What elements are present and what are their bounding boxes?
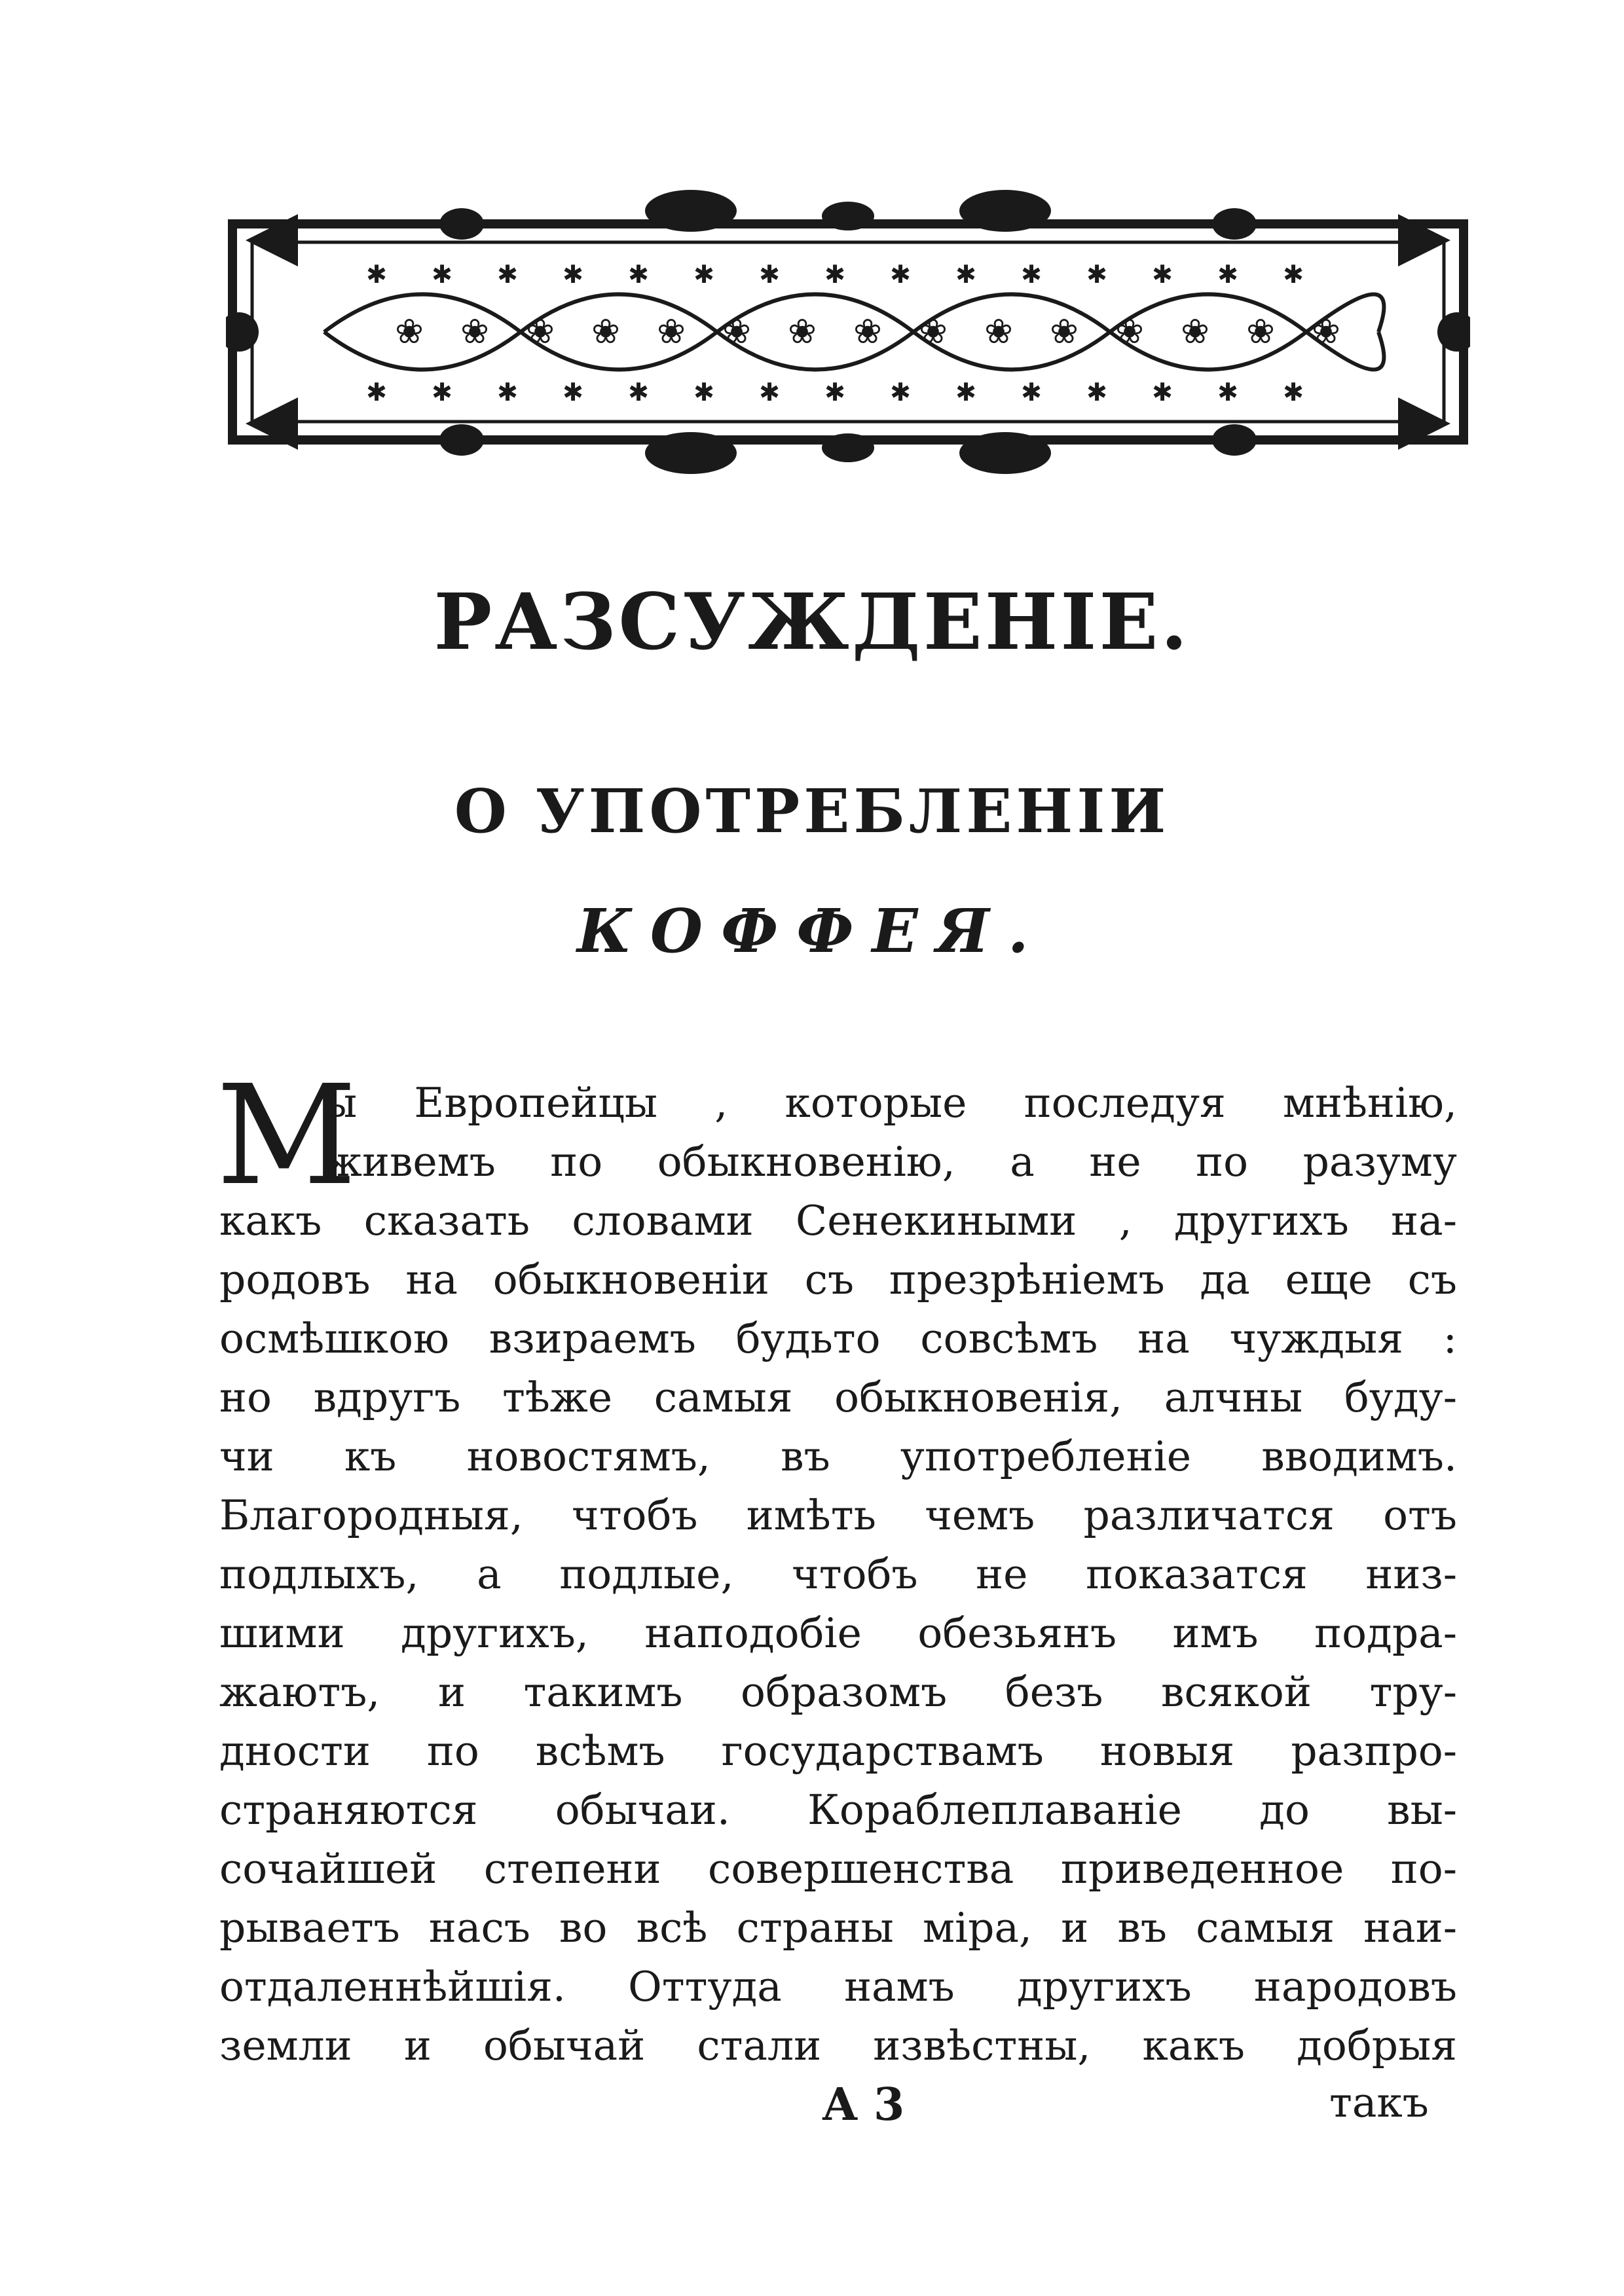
svg-text:❀: ❀ bbox=[984, 312, 1013, 352]
svg-text:❀: ❀ bbox=[460, 312, 489, 352]
signature-mark: А 3 bbox=[822, 2079, 905, 2131]
text-line: шими другихъ, наподобіе обезьянъ имъ подра- bbox=[219, 1609, 1457, 1657]
svg-text:✱: ✱ bbox=[1021, 260, 1042, 289]
svg-text:✱: ✱ bbox=[759, 260, 780, 289]
text-line: ы Европейцы , которые последуя мнѣнію, bbox=[324, 1079, 1457, 1127]
svg-text:✱: ✱ bbox=[497, 378, 518, 407]
svg-text:✱: ✱ bbox=[1086, 260, 1107, 289]
text-line: сочайшей степени совершенства приведенное по- bbox=[219, 1845, 1457, 1893]
catchword: такъ bbox=[1329, 2079, 1429, 2126]
svg-text:❀: ❀ bbox=[788, 312, 817, 352]
svg-text:✱: ✱ bbox=[628, 260, 649, 289]
page-subtitle: О УПОТРЕБЛЕНІИ bbox=[454, 776, 1170, 847]
svg-text:✱: ✱ bbox=[824, 378, 845, 407]
svg-text:❀: ❀ bbox=[919, 312, 948, 352]
svg-text:❀: ❀ bbox=[1115, 312, 1144, 352]
svg-text:❀: ❀ bbox=[853, 312, 882, 352]
floral-headpiece-icon bbox=[226, 178, 1470, 486]
text-line: дности по всѣмъ государствамъ новыя разпро- bbox=[219, 1727, 1457, 1775]
svg-text:✱: ✱ bbox=[1152, 378, 1173, 407]
svg-text:✱: ✱ bbox=[955, 260, 976, 289]
svg-text:❀: ❀ bbox=[1246, 312, 1275, 352]
svg-text:✱: ✱ bbox=[366, 260, 387, 289]
svg-text:✱: ✱ bbox=[1283, 378, 1304, 407]
svg-text:✱: ✱ bbox=[1086, 378, 1107, 407]
svg-text:✱: ✱ bbox=[432, 260, 452, 289]
text-line: страняются обычаи. Кораблеплаваніе до вы- bbox=[219, 1786, 1457, 1834]
svg-text:✱: ✱ bbox=[693, 378, 714, 407]
svg-text:✱: ✱ bbox=[432, 378, 452, 407]
svg-text:✱: ✱ bbox=[497, 260, 518, 289]
svg-text:✱: ✱ bbox=[1283, 260, 1304, 289]
svg-text:❀: ❀ bbox=[1312, 312, 1340, 352]
page-title: РАЗСУЖДЕНІЕ. bbox=[434, 576, 1190, 667]
text-line: какъ сказать словами Сенекиными , другихъ на- bbox=[219, 1197, 1457, 1245]
svg-text:✱: ✱ bbox=[693, 260, 714, 289]
drop-cap: М bbox=[216, 1055, 358, 1216]
text-line: подлыхъ, а подлые, чтобъ не показатся низ- bbox=[219, 1550, 1457, 1598]
svg-text:✱: ✱ bbox=[1152, 260, 1173, 289]
svg-text:❀: ❀ bbox=[395, 312, 424, 352]
text-line: живемъ по обыкновенію, а не по разуму bbox=[324, 1138, 1457, 1186]
text-line: чи къ новостямъ, въ употребленіе вводимъ. bbox=[219, 1432, 1457, 1480]
svg-text:✱: ✱ bbox=[890, 260, 911, 289]
body-text bbox=[216, 1055, 1457, 2075]
text-line: отдаленнѣйшія. Оттуда намъ другихъ народовъ bbox=[219, 1963, 1457, 2011]
svg-text:❀: ❀ bbox=[1050, 312, 1079, 352]
svg-text:✱: ✱ bbox=[824, 260, 845, 289]
svg-text:✱: ✱ bbox=[890, 378, 911, 407]
page-subtitle-italic: КОФФЕЯ. bbox=[577, 896, 1047, 966]
svg-text:❀: ❀ bbox=[657, 312, 686, 352]
text-line: Благородныя, чтобъ имѣть чемъ различатся отъ bbox=[219, 1491, 1457, 1539]
svg-text:✱: ✱ bbox=[563, 260, 583, 289]
svg-text:❀: ❀ bbox=[722, 312, 751, 352]
svg-text:❀: ❀ bbox=[591, 312, 620, 352]
text-line: жаютъ, и такимъ образомъ безъ всякой тру- bbox=[219, 1668, 1457, 1716]
text-line: рываетъ насъ во всѣ страны міра, и въ самыя наи- bbox=[219, 1904, 1457, 1952]
svg-text:✱: ✱ bbox=[1217, 378, 1238, 407]
svg-text:✱: ✱ bbox=[955, 378, 976, 407]
svg-text:❀: ❀ bbox=[526, 312, 555, 352]
svg-text:✱: ✱ bbox=[1021, 378, 1042, 407]
text-line: родовъ на обыкновеніи съ презрѣніемъ да еще съ bbox=[219, 1256, 1457, 1303]
text-line: земли и обычай стали извѣстны, какъ добрыя bbox=[219, 2022, 1457, 2069]
svg-text:✱: ✱ bbox=[759, 378, 780, 407]
svg-text:✱: ✱ bbox=[563, 378, 583, 407]
svg-text:✱: ✱ bbox=[1217, 260, 1238, 289]
text-line: но вдругъ тѣже самыя обыкновенія, алчны буду- bbox=[219, 1374, 1457, 1421]
svg-text:❀: ❀ bbox=[1181, 312, 1209, 352]
svg-text:✱: ✱ bbox=[628, 378, 649, 407]
text-line: осмѣшкою взираемъ будьто совсѣмъ на чуждыя : bbox=[219, 1315, 1457, 1362]
svg-text:✱: ✱ bbox=[366, 378, 387, 407]
